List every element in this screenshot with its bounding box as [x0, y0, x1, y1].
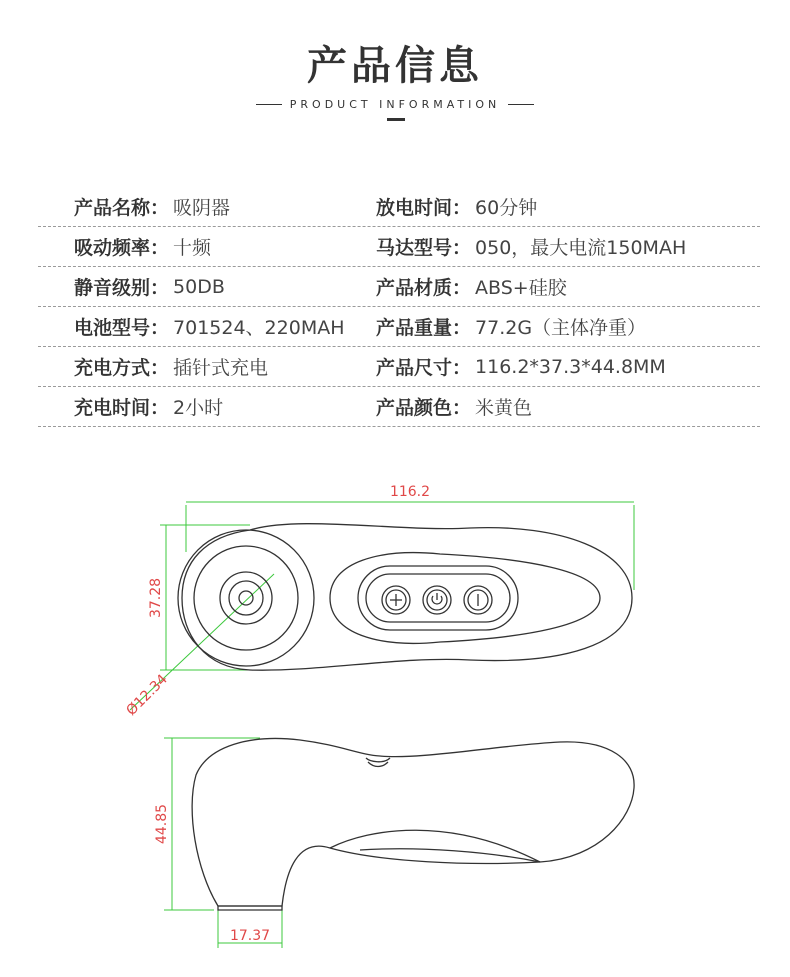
- section-header: [0, 40, 790, 111]
- spec-cell: [38, 273, 376, 300]
- spec-row: [38, 387, 760, 427]
- suction-head-inner: [229, 581, 263, 615]
- subtitle-row: [0, 98, 790, 111]
- spec-label: 产品颜色: [376, 397, 453, 419]
- device-side-button: [366, 758, 390, 762]
- spec-cell: [38, 393, 376, 420]
- spec-label: 产品尺寸: [376, 357, 453, 379]
- spec-value: 吸阴器: [173, 197, 231, 219]
- spec-value: 50DB: [173, 275, 225, 298]
- suction-head-cup: [220, 572, 272, 624]
- spec-cell: [376, 233, 760, 260]
- spec-cell: [376, 313, 760, 340]
- spec-cell: [38, 353, 376, 380]
- spec-colon: ：: [150, 197, 170, 219]
- spec-cell: [376, 353, 760, 380]
- spec-colon: ：: [150, 277, 170, 299]
- spec-value: 050，最大电流150MAH: [475, 237, 687, 259]
- length-dimension-label: 116.2: [389, 484, 431, 500]
- spec-row: [38, 187, 760, 227]
- device-side-contour: [360, 849, 540, 862]
- spec-row: [38, 307, 760, 347]
- spec-value: 701524、220MAH: [173, 317, 345, 339]
- spec-cell: [38, 233, 376, 260]
- spec-label: 充电时间: [74, 397, 151, 419]
- spec-cell: [376, 273, 760, 300]
- spec-value: 十频: [173, 237, 212, 259]
- spec-label: 产品重量: [376, 317, 453, 339]
- spec-label: 产品材质: [376, 277, 453, 299]
- spec-colon: ：: [452, 237, 472, 259]
- spec-label: 产品名称: [74, 197, 151, 219]
- subtitle-divider-right: [508, 104, 534, 105]
- spec-colon: ：: [452, 397, 472, 419]
- spec-value: 116.2*37.3*44.8MM: [475, 355, 666, 378]
- spec-colon: ：: [452, 197, 472, 219]
- spec-table: [38, 187, 760, 427]
- base-dimension-label: 17.37: [229, 928, 271, 944]
- diameter-dimension-label: Ø12.34: [123, 671, 171, 719]
- spec-cell: [376, 393, 760, 420]
- spec-cell: [38, 193, 376, 220]
- spec-value: 插针式充电: [173, 357, 269, 379]
- spec-label: 静音级别: [74, 277, 151, 299]
- spec-label: 放电时间: [376, 197, 453, 219]
- spec-colon: ：: [150, 317, 170, 339]
- height-dimension-label: 44.85: [154, 803, 170, 845]
- spec-colon: ：: [452, 357, 472, 379]
- spec-value: 60分钟: [475, 197, 538, 219]
- spec-cell: [376, 193, 760, 220]
- spec-label: 电池型号: [74, 317, 151, 339]
- device-side-button: [368, 762, 388, 767]
- page-title: 产品信息: [307, 43, 483, 89]
- page-subtitle: PRODUCT INFORMATION: [289, 98, 501, 111]
- spec-label: 吸动频率: [74, 237, 151, 259]
- spec-label: 马达型号: [376, 237, 453, 259]
- spec-colon: ：: [150, 237, 170, 259]
- subtitle-divider-left: [256, 104, 282, 105]
- spec-colon: ：: [452, 277, 472, 299]
- spec-value: 米黄色: [475, 397, 533, 419]
- spec-row: [38, 227, 760, 267]
- device-side-base: [218, 906, 282, 910]
- suction-head-ring: [194, 546, 298, 650]
- spec-colon: ：: [452, 317, 472, 339]
- spec-colon: ：: [150, 357, 170, 379]
- title-accent-mark: [387, 118, 405, 121]
- spec-value: ABS+硅胶: [475, 277, 567, 299]
- dimension-drawing: [0, 470, 790, 970]
- spec-row: [38, 267, 760, 307]
- spec-row: [38, 347, 760, 387]
- spec-cell: [38, 313, 376, 340]
- device-side-outline: [192, 738, 634, 906]
- spec-colon: ：: [150, 397, 170, 419]
- spec-value: 2小时: [173, 397, 224, 419]
- suction-head-center: [239, 591, 253, 605]
- spec-value: 77.2G（主体净重）: [475, 317, 647, 339]
- spec-label: 充电方式: [74, 357, 151, 379]
- width-dimension-label: 37.28: [148, 577, 164, 619]
